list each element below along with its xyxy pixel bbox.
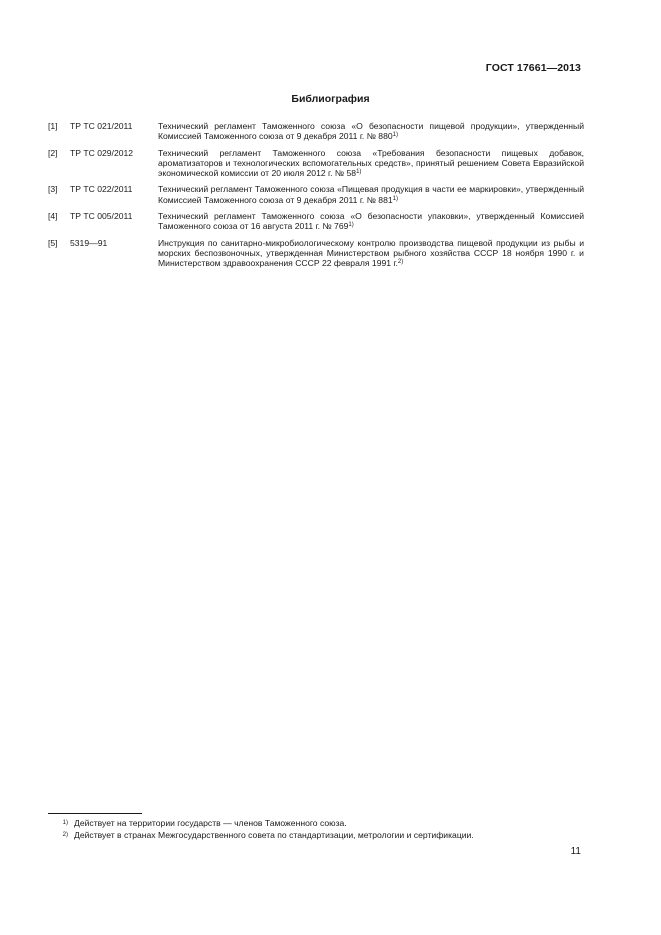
entry-text	[158, 148, 584, 179]
entry-number: [2]	[48, 147, 58, 158]
footnote-mark-wrap	[48, 829, 74, 841]
footnote-divider	[48, 813, 142, 814]
entry-footnote-ref: 1)	[392, 132, 398, 139]
entry-text	[158, 184, 584, 205]
entry-text-body: Инструкция по санитарно-микробиологическому контролю производства пищевой продукции из рыбы и морских беспозвоночных, утвержденная Министерством рыбного хозяйства СССР 18 ноября 1990 г. и Министерством здравоохранения СССР 22 февраля 1991 г.	[158, 237, 584, 269]
entry-text-body: Технический регламент Таможенного союза «О безопасности упаковки», утвержденный Комиссией Таможенного союза от 16 августа 2011 г. № 769	[158, 211, 584, 232]
entry-footnote-ref: 2)	[397, 259, 404, 266]
entry-text-body: Технический регламент Таможенного союза «Требования безопасности пищевых добавок, ароматизаторов и технологических вспомогательных средств», принятый решением Совета Евразийской экономической комиссии от 20 июля 2012 г. № 58	[158, 147, 584, 179]
entry-number: [4]	[48, 211, 58, 222]
entry-footnote-ref: 1)	[348, 222, 354, 229]
bibliography-entry	[48, 148, 584, 179]
entry-number: [3]	[48, 184, 58, 195]
footnote	[48, 829, 588, 841]
page-title: Библиография	[291, 93, 370, 105]
bibliography-entry	[48, 184, 584, 205]
footnote-mark: 1)	[62, 820, 68, 826]
entry-code: ТР ТС 021/2011	[70, 121, 133, 131]
entry-code: ТР ТС 005/2011	[70, 211, 133, 222]
entry-code: ТР ТС 022/2011	[70, 184, 133, 195]
entry-code: ТР ТС 029/2012	[70, 147, 134, 158]
document-id: ГОСТ 17661—2013	[485, 62, 581, 74]
footnote-text: Действует на территории государств — членов Таможенного союза.	[74, 818, 347, 828]
entry-text-body: Технический регламент Таможенного союза «О безопасности пищевой продукции», утвержденный Комиссией Таможенного союза от 9 декабря 2011 г. № 880	[158, 121, 584, 142]
entry-text	[158, 238, 584, 269]
footnote-text: Действует в странах Межгосударственного совета по стандартизации, метрологии и сертификации.	[74, 830, 474, 841]
footnote-mark: 2)	[62, 832, 68, 839]
entry-footnote-ref: 1)	[356, 169, 362, 176]
entry-code: 5319—91	[70, 237, 108, 248]
bibliography-entry	[48, 238, 584, 269]
entry-text-body: Технический регламент Таможенного союза «Пищевая продукция в части ее маркировки», утвержденный Комиссией Таможенного союза от 9 декабря 2011 г. № 881	[158, 184, 584, 205]
footnote	[48, 817, 588, 829]
bibliography-entry	[48, 211, 584, 232]
entry-text	[158, 121, 584, 142]
page-number: 11	[570, 846, 581, 857]
bibliography-entry	[48, 121, 584, 142]
footnote-mark-wrap	[48, 817, 74, 829]
footnotes	[48, 817, 588, 842]
entry-number: [5]	[48, 237, 58, 248]
entry-footnote-ref: 1)	[392, 195, 398, 202]
bibliography-list	[48, 121, 584, 275]
entry-number: [1]	[48, 121, 58, 131]
entry-text	[158, 211, 584, 232]
